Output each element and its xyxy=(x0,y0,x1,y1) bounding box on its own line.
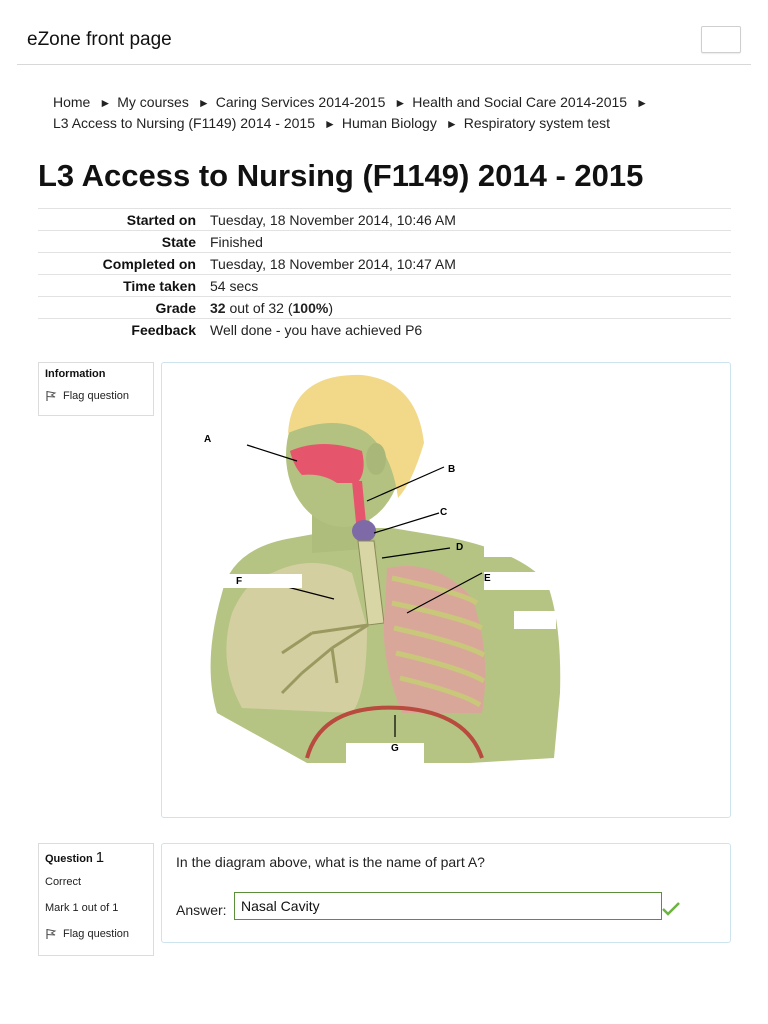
blank-label-e xyxy=(484,572,556,590)
breadcrumb-caring-services[interactable]: Caring Services 2014-2015 xyxy=(215,94,386,110)
flag-question-link[interactable] xyxy=(45,928,147,940)
breadcrumb-course[interactable]: L3 Access to Nursing (F1149) 2014 - 2015 xyxy=(53,115,316,131)
breadcrumb-respiratory-test[interactable]: Respiratory system test xyxy=(463,115,610,131)
breadcrumb-separator: ► xyxy=(99,96,112,110)
flag-icon xyxy=(45,390,57,402)
summary-value: Well done - you have achieved P6 xyxy=(210,321,423,338)
breadcrumb-human-biology[interactable]: Human Biology xyxy=(341,115,437,131)
grade-end: ) xyxy=(328,299,333,316)
grade-score: 32 xyxy=(210,299,226,316)
question-label: Question xyxy=(45,853,93,865)
flag-question-link[interactable] xyxy=(45,390,147,402)
summary-label: Time taken xyxy=(123,277,196,294)
information-heading: Information xyxy=(45,368,106,380)
summary-label: Feedback xyxy=(131,321,196,338)
summary-value: Tuesday, 18 November 2014, 10:47 AM xyxy=(210,255,456,272)
question-status: Correct xyxy=(45,876,82,888)
question-number: 1 xyxy=(95,849,105,866)
grade-percent: 100% xyxy=(292,299,329,316)
breadcrumb-separator: ► xyxy=(324,117,336,131)
summary-row-started xyxy=(38,209,731,231)
grade-middle: out of 32 ( xyxy=(225,299,293,316)
breadcrumb-separator: ► xyxy=(394,96,407,110)
diagram-label-a: A xyxy=(204,434,212,445)
summary-row-grade xyxy=(38,297,731,319)
respiratory-system-diagram xyxy=(162,363,730,817)
blank-label-right xyxy=(514,611,556,629)
question-heading xyxy=(45,849,147,866)
breadcrumb-separator: ► xyxy=(636,96,648,110)
blank-label-d xyxy=(484,543,528,557)
diagram-label-d: D xyxy=(456,542,464,553)
question-1-content-box xyxy=(161,843,731,943)
breadcrumb-home[interactable]: Home xyxy=(53,94,91,110)
page-title: L3 Access to Nursing (F1149) 2014 - 2015 xyxy=(38,158,644,193)
flag-icon xyxy=(45,928,57,940)
correct-check-icon xyxy=(662,901,680,917)
summary-row-feedback xyxy=(38,319,731,341)
information-info-box xyxy=(38,362,154,416)
breadcrumb-separator: ► xyxy=(197,96,210,110)
question-mark: Mark 1 out of 1 xyxy=(45,902,119,914)
summary-label: Started on xyxy=(126,211,196,228)
question-1-info-box xyxy=(38,843,154,956)
summary-value: Tuesday, 18 November 2014, 10:46 AM xyxy=(210,211,456,228)
flag-question-label: Flag question xyxy=(63,390,130,402)
question-text: In the diagram above, what is the name of part A? xyxy=(176,854,485,870)
summary-row-completed xyxy=(38,253,731,275)
summary-label: Grade xyxy=(155,299,196,316)
nav-toggle-button[interactable] xyxy=(701,26,741,53)
diagram-label-f: F xyxy=(236,576,243,587)
breadcrumb-health-social-care[interactable]: Health and Social Care 2014-2015 xyxy=(412,94,628,110)
answer-input[interactable] xyxy=(234,892,662,920)
flag-question-label: Flag question xyxy=(63,928,130,940)
blank-label-f xyxy=(204,574,302,588)
summary-label: Completed on xyxy=(102,255,196,272)
summary-value: Finished xyxy=(210,233,263,250)
breadcrumb-separator: ► xyxy=(445,117,458,131)
diagram-label-g: G xyxy=(391,743,399,754)
grade-value xyxy=(210,297,731,319)
diagram-label-b: B xyxy=(448,464,456,475)
diagram-content-box xyxy=(161,362,731,818)
breadcrumb-my-courses[interactable]: My courses xyxy=(117,94,189,110)
answer-label: Answer: xyxy=(176,902,227,918)
diagram-label-e: E xyxy=(484,573,491,584)
summary-value: 54 secs xyxy=(210,277,259,294)
summary-row-state xyxy=(38,231,731,253)
quiz-summary-table xyxy=(38,208,731,341)
site-title-link[interactable]: eZone front page xyxy=(27,29,172,50)
diagram-label-c: C xyxy=(440,507,448,518)
top-navbar xyxy=(17,0,751,65)
breadcrumb xyxy=(53,92,733,134)
summary-label: State xyxy=(161,233,196,250)
blank-label-g xyxy=(346,743,424,765)
summary-row-time-taken xyxy=(38,275,731,297)
